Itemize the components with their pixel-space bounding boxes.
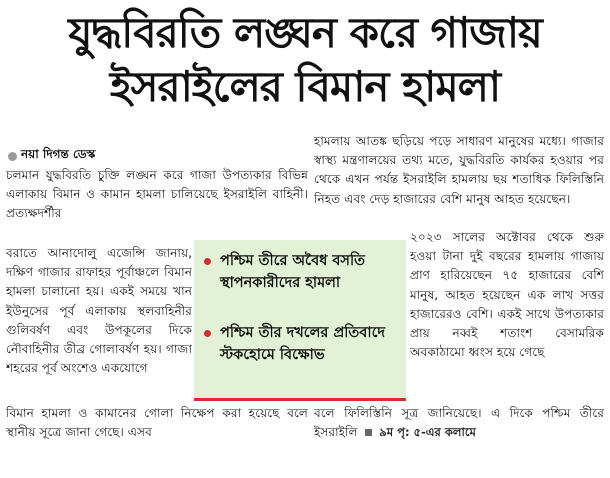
left-column-mid-text: বরাতে আনাদোলু এজেন্সি জানায়, দক্ষিণ গাজার রাফাহর পূর্বাঞ্চলে বিমান হামলা চালানো হয়। একই সময়ে খান ইউনুসের পূর্ব এলাকায় স্থলবাহিনীর গুলিবর্ষণ এবং উপকূলের দিকে নৌবাহিনীর তীব্র গোলাবর্ষণ হয়। গাজা শহরের পূর্ব অংশেও একযোগে bbox=[6, 246, 192, 376]
highlight-text: পশ্চিম তীর দখলের প্রতিবাদে স্টকহোমে বিক্ষোভ bbox=[220, 325, 386, 363]
highlight-text: পশ্চিম তীরে অবৈধ বসতি স্থাপনকারীদের হামলা bbox=[220, 253, 366, 291]
highlight-item bbox=[204, 322, 400, 366]
headline-line-2: ইসরাইলের বিমান হামলা bbox=[109, 62, 501, 111]
right-column-top-text: হামলায় আতঙ্ক ছড়িয়ে পড়ে সাধারণ মানুষের মধ্যে। গাজার স্বাস্থ্য মন্ত্রণালয়ের তথ্য মতে, যুদ্ধবিরতি কার্যকর হওয়ার পর থেকে এখন পর্যন্ত ইসরাইলি হামলায় ছয় শতাধিক ফিলিস্তিনি নিহত এবং দেড় হাজারের বেশি মানুষ আহত হয়েছেন। bbox=[314, 134, 604, 206]
left-column-bottom bbox=[6, 404, 308, 464]
byline-dot-icon bbox=[8, 152, 17, 161]
left-column-top-text: চলমান যুদ্ধবিরতি চুক্তি লঙ্ঘন করে গাজা উপত্যকার বিভিন্ন এলাকায় বিমান ও কামান হামলা চালিয়েছে ইসরাইলি বাহিনী। প্রত্যক্ষদর্শীর bbox=[6, 168, 308, 221]
right-column-mid-text: ২০২৩ সালের অক্টোবর থেকে শুরু হওয়া টানা দুই বছরের হামলায় গাজায় প্রাণ হারিয়েছেন ৭৫ হাজারের বেশি মানুষ, আহত হয়েছেন এক লাখ সত্তর হাজারেরও বেশি। একই সাথে উপত্যকার প্রায় নব্বই শতাংশ বেসামরিক অবকাঠামো ধ্বংস হয়ে গেছে bbox=[410, 230, 604, 360]
byline bbox=[8, 146, 95, 166]
byline-text: নয়া দিগন্ত ডেস্ক bbox=[21, 147, 96, 161]
right-column-mid bbox=[410, 228, 604, 404]
headline-line-1: যুদ্ধবিরতি লঙ্ঘন করে গাজায় bbox=[68, 8, 542, 57]
left-column-bottom-text: বিমান হামলা ও কামানের গোলা নিক্ষেপ করা হয়েছে বলে স্থানীয় সূত্রে জানা গেছে। এসব bbox=[6, 406, 308, 440]
right-column-bottom-body: বলে ফিলিস্তিনি সূত্র জানিয়েছে। এ দিকে পশ্চিম তীরে ইসরাইলি bbox=[314, 406, 604, 440]
left-column-mid bbox=[6, 244, 192, 404]
right-column-bottom bbox=[314, 404, 604, 464]
highlight-item bbox=[204, 250, 400, 294]
headline bbox=[0, 6, 610, 114]
bullet-icon bbox=[204, 330, 211, 337]
continuation-label: ৯ম পৃ: ৫-এর কলামে bbox=[379, 425, 476, 440]
continuation-marker-icon bbox=[365, 429, 372, 436]
highlight-box bbox=[194, 240, 406, 401]
left-column-top bbox=[6, 166, 308, 244]
bullet-icon bbox=[204, 258, 211, 265]
right-column-top bbox=[314, 132, 604, 228]
right-column-bottom-text bbox=[314, 404, 604, 442]
